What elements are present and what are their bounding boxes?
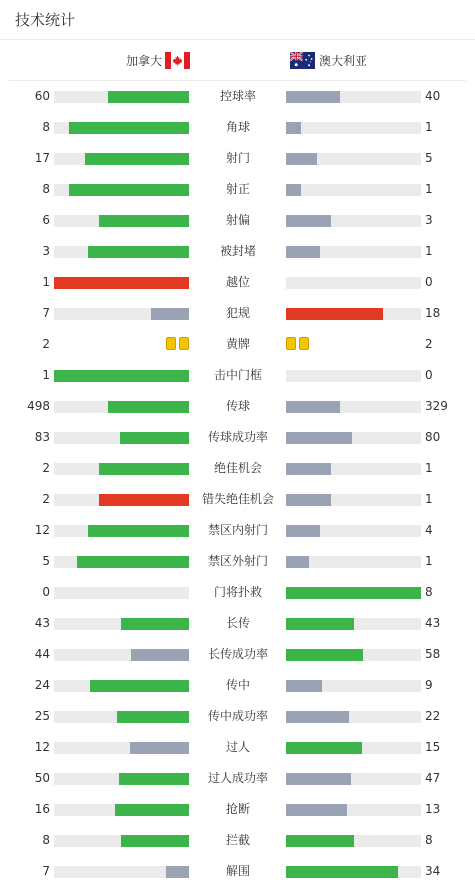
home-bar-fill <box>54 370 189 382</box>
away-value: 0 <box>425 275 433 289</box>
stat-label: 越位 <box>225 275 250 289</box>
away-bar-fill <box>286 525 320 537</box>
away-value: 1 <box>425 182 433 196</box>
stat-label: 解围 <box>225 864 250 878</box>
away-bar-fill <box>286 587 421 599</box>
home-bar-fill <box>69 122 189 134</box>
away-bar-track <box>286 680 421 692</box>
away-bar-fill <box>286 401 340 413</box>
away-value: 15 <box>425 740 441 754</box>
teams-header <box>9 40 466 81</box>
away-bar-track <box>286 773 421 785</box>
away-value: 1 <box>425 244 433 258</box>
home-value: 498 <box>27 399 50 413</box>
stat-row <box>0 484 475 515</box>
home-bar-fill <box>117 711 189 723</box>
home-value: 2 <box>42 337 50 351</box>
away-bar-track <box>286 215 421 227</box>
away-value: 13 <box>425 802 441 816</box>
home-bar-fill <box>121 835 189 847</box>
away-value: 329 <box>425 399 448 413</box>
away-value: 1 <box>425 461 433 475</box>
away-bar-fill <box>286 494 331 506</box>
away-bar-fill <box>286 618 354 630</box>
stat-label: 门将扑救 <box>213 585 262 599</box>
home-bar-track <box>54 153 189 165</box>
home-bar-fill <box>108 91 189 103</box>
away-bar-track <box>286 308 421 320</box>
away-value: 0 <box>425 368 433 382</box>
away-value: 18 <box>425 306 441 320</box>
home-bar-track <box>54 773 189 785</box>
home-bar-track <box>54 432 189 444</box>
away-bar-fill <box>286 711 349 723</box>
home-bar-fill <box>99 463 189 475</box>
away-bar-fill <box>286 804 347 816</box>
home-value: 2 <box>42 492 50 506</box>
away-bar-track <box>286 649 421 661</box>
home-bar-track <box>54 277 189 289</box>
home-bar-track <box>54 866 189 878</box>
home-bar-fill <box>90 680 189 692</box>
home-bar-track <box>54 308 189 320</box>
stat-label: 错失绝佳机会 <box>201 492 274 506</box>
stat-label: 射正 <box>225 182 250 196</box>
stat-row <box>0 856 475 887</box>
stat-row <box>0 794 475 825</box>
section-title: 技术统计 <box>15 11 76 29</box>
home-bar-track <box>54 556 189 568</box>
stat-row <box>0 546 475 577</box>
away-bar-track <box>286 432 421 444</box>
home-bar-fill <box>115 804 189 816</box>
stat-row <box>0 329 475 360</box>
stat-row <box>0 143 475 174</box>
home-value: 3 <box>42 244 50 258</box>
home-value: 12 <box>34 523 50 537</box>
away-bar-track <box>286 184 421 196</box>
away-value: 2 <box>425 337 433 351</box>
away-bar-track <box>286 587 421 599</box>
stat-row <box>0 515 475 546</box>
home-bar-fill <box>88 246 189 258</box>
section-header <box>0 0 475 40</box>
home-bar-fill <box>131 649 189 661</box>
home-value: 6 <box>42 213 50 227</box>
away-bar-fill <box>286 215 331 227</box>
away-bar-fill <box>286 432 352 444</box>
home-value: 1 <box>42 275 50 289</box>
away-bar-track <box>286 742 421 754</box>
stat-row <box>0 391 475 422</box>
home-bar-track <box>54 525 189 537</box>
stat-row <box>0 298 475 329</box>
stat-label: 控球率 <box>219 89 256 103</box>
away-bar-fill <box>286 308 383 320</box>
away-value: 43 <box>425 616 441 630</box>
away-value: 1 <box>425 554 433 568</box>
away-bar-fill <box>286 556 309 568</box>
home-value: 8 <box>42 182 50 196</box>
stat-label: 黄牌 <box>225 337 250 351</box>
away-value: 47 <box>425 771 441 785</box>
stat-row <box>0 422 475 453</box>
stat-row <box>0 732 475 763</box>
stat-label: 击中门框 <box>213 368 262 382</box>
home-value: 43 <box>34 616 50 630</box>
stat-label: 被封堵 <box>219 244 256 258</box>
home-bar-track <box>54 370 189 382</box>
away-bar-fill <box>286 122 301 134</box>
stat-row <box>0 577 475 608</box>
stat-row <box>0 639 475 670</box>
home-bar-track <box>54 742 189 754</box>
stat-row <box>0 112 475 143</box>
home-bar-fill <box>54 277 189 289</box>
away-bar-track <box>286 246 421 258</box>
stat-label: 禁区外射门 <box>207 554 268 568</box>
stat-row <box>0 701 475 732</box>
yellow-card-icon <box>166 337 176 350</box>
away-team-name: 澳大利亚 <box>319 54 368 68</box>
stat-label: 抢断 <box>225 802 250 816</box>
home-value: 25 <box>34 709 50 723</box>
yellow-card-icon <box>299 337 309 350</box>
stat-label: 拦截 <box>225 833 250 847</box>
home-bar-fill <box>99 215 189 227</box>
away-bar-track <box>286 91 421 103</box>
away-value: 5 <box>425 151 433 165</box>
away-bar-fill <box>286 246 320 258</box>
stat-row <box>0 825 475 856</box>
away-bar-fill <box>286 773 351 785</box>
away-yellow-cards <box>286 337 309 351</box>
home-bar-fill <box>119 773 189 785</box>
home-bar-track <box>54 649 189 661</box>
home-bar-track <box>54 246 189 258</box>
away-bar-track <box>286 122 421 134</box>
away-value: 1 <box>425 492 433 506</box>
home-bar-track <box>54 680 189 692</box>
yellow-card-icon <box>286 337 296 350</box>
away-bar-fill <box>286 91 340 103</box>
stat-row <box>0 453 475 484</box>
stat-label: 射门 <box>225 151 250 165</box>
away-value: 9 <box>425 678 433 692</box>
away-value: 34 <box>425 864 441 878</box>
stat-label: 传球 <box>225 399 250 413</box>
home-value: 0 <box>42 585 50 599</box>
stat-label: 传中 <box>225 678 250 692</box>
stat-row <box>0 81 475 112</box>
home-team <box>126 40 190 81</box>
away-value: 58 <box>425 647 441 661</box>
away-bar-fill <box>286 742 362 754</box>
stat-label: 绝佳机会 <box>213 461 262 475</box>
away-bar-track <box>286 556 421 568</box>
away-bar-track <box>286 525 421 537</box>
away-value: 8 <box>425 585 433 599</box>
home-value: 50 <box>34 771 50 785</box>
home-bar-fill <box>88 525 189 537</box>
home-bar-track <box>54 184 189 196</box>
home-value: 12 <box>34 740 50 754</box>
home-bar-track <box>54 463 189 475</box>
stat-row <box>0 174 475 205</box>
stat-label: 犯规 <box>225 306 250 320</box>
away-bar-track <box>286 711 421 723</box>
home-bar-track <box>54 122 189 134</box>
home-value: 8 <box>42 833 50 847</box>
away-bar-fill <box>286 835 354 847</box>
stat-row <box>0 236 475 267</box>
stat-label: 过人成功率 <box>207 771 268 785</box>
away-value: 22 <box>425 709 441 723</box>
home-bar-fill <box>99 494 189 506</box>
home-bar-fill <box>120 432 189 444</box>
home-value: 5 <box>42 554 50 568</box>
away-bar-track <box>286 153 421 165</box>
stat-label: 射偏 <box>225 213 250 227</box>
home-bar-track <box>54 494 189 506</box>
away-bar-fill <box>286 463 331 475</box>
stat-row <box>0 267 475 298</box>
stat-label: 传中成功率 <box>207 709 268 723</box>
away-value: 3 <box>425 213 433 227</box>
away-value: 80 <box>425 430 441 444</box>
home-team-name: 加拿大 <box>125 54 162 68</box>
stat-label: 长传成功率 <box>207 647 268 661</box>
stat-label: 角球 <box>225 120 250 134</box>
home-value: 44 <box>34 647 50 661</box>
home-value: 1 <box>42 368 50 382</box>
away-bar-fill <box>286 153 317 165</box>
home-bar-track <box>54 401 189 413</box>
stat-row <box>0 670 475 701</box>
stat-label: 长传 <box>225 616 250 630</box>
home-value: 17 <box>34 151 50 165</box>
away-bar-track <box>286 370 421 382</box>
away-bar-track <box>286 463 421 475</box>
away-bar-fill <box>286 184 301 196</box>
australia-flag-icon <box>290 52 315 69</box>
away-bar-track <box>286 866 421 878</box>
away-value: 8 <box>425 833 433 847</box>
home-value: 7 <box>42 864 50 878</box>
home-value: 16 <box>34 802 50 816</box>
stat-row <box>0 763 475 794</box>
away-bar-fill <box>286 866 398 878</box>
home-value: 24 <box>34 678 50 692</box>
home-bar-fill <box>77 556 189 568</box>
home-yellow-cards <box>166 337 189 351</box>
away-value: 1 <box>425 120 433 134</box>
home-value: 8 <box>42 120 50 134</box>
away-bar-fill <box>286 649 363 661</box>
home-bar-fill <box>108 401 189 413</box>
home-bar-track <box>54 804 189 816</box>
stat-row <box>0 608 475 639</box>
away-bar-track <box>286 494 421 506</box>
away-bar-track <box>286 401 421 413</box>
home-value: 7 <box>42 306 50 320</box>
home-bar-fill <box>121 618 189 630</box>
away-team <box>290 40 367 81</box>
home-bar-track <box>54 618 189 630</box>
away-bar-track <box>286 277 421 289</box>
home-bar-track <box>54 91 189 103</box>
away-value: 4 <box>425 523 433 537</box>
home-bar-fill <box>69 184 189 196</box>
stat-row <box>0 205 475 236</box>
stat-label: 传球成功率 <box>207 430 268 444</box>
yellow-card-icon <box>179 337 189 350</box>
home-bar-track <box>54 587 189 599</box>
home-bar-track <box>54 835 189 847</box>
away-bar-fill <box>286 680 322 692</box>
away-bar-track <box>286 804 421 816</box>
home-value: 60 <box>34 89 50 103</box>
stat-label: 过人 <box>225 740 250 754</box>
away-bar-track <box>286 618 421 630</box>
home-value: 83 <box>34 430 50 444</box>
home-bar-fill <box>166 866 189 878</box>
home-bar-fill <box>85 153 189 165</box>
stat-row <box>0 360 475 391</box>
away-bar-track <box>286 835 421 847</box>
canada-flag-icon <box>165 52 190 69</box>
home-bar-track <box>54 215 189 227</box>
away-value: 40 <box>425 89 441 103</box>
stat-label: 禁区内射门 <box>207 523 268 537</box>
home-bar-track <box>54 711 189 723</box>
home-bar-fill <box>130 742 189 754</box>
home-bar-fill <box>151 308 189 320</box>
home-value: 2 <box>42 461 50 475</box>
